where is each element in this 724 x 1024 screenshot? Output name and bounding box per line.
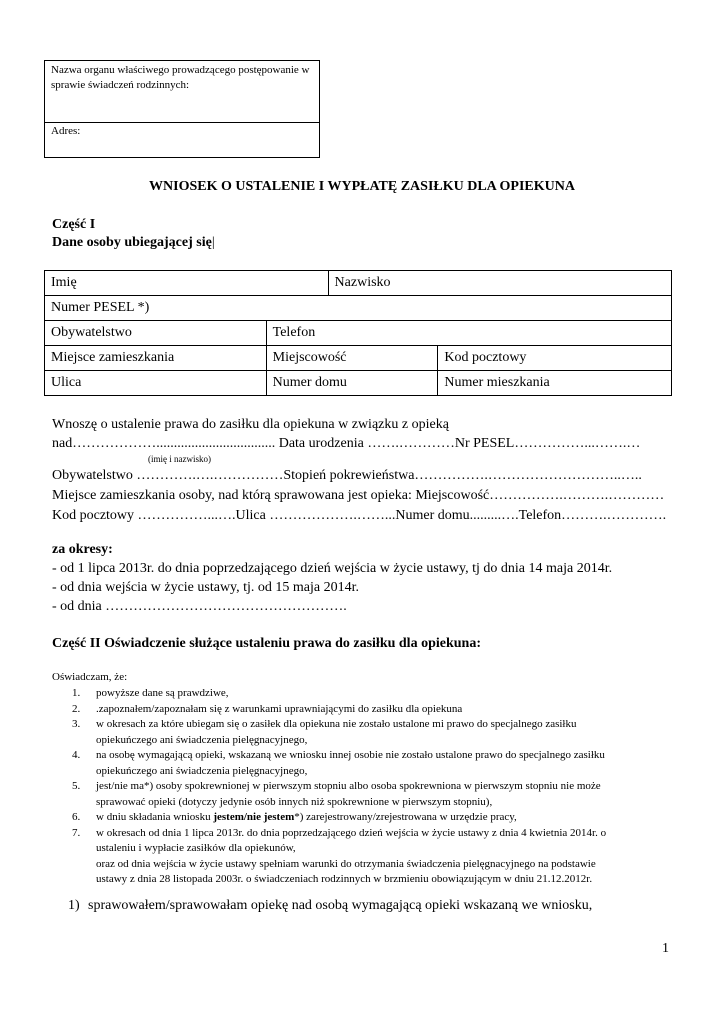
flat-number-label: Numer mieszkania bbox=[444, 375, 550, 390]
declaration-item bbox=[52, 717, 672, 748]
item-text-cont: opiekuńczego ani świadczenia pielęgnacyjnego, bbox=[96, 764, 308, 777]
item-text: w okresach za które ubiegam się o zasiłek dla opiekuna nie zostało ustalone mi prawo do specjalnego zasiłku bbox=[96, 718, 577, 730]
citizenship-cell[interactable] bbox=[45, 321, 267, 346]
item-number: 3. bbox=[72, 718, 81, 730]
item-text: w okresach od dnia 1 lipca 2013r. do dnia poprzedzającego dzień wejścia w życie ustawy z dnia 4 kwietnia 2014r. o bbox=[96, 826, 607, 839]
citizenship-label: Obywatelstwo bbox=[51, 325, 132, 340]
street-label: Ulica bbox=[51, 375, 82, 390]
item-text-cont: ustawy z dnia 28 listopada 2003r. o świadczeniach rodzinnych w brzmieniu obowiązującym w dniu 21.12.2012r. bbox=[96, 873, 593, 885]
pesel-cell[interactable] bbox=[45, 296, 672, 321]
request-line-2[interactable]: nad……………….................................. Data urodzenia …….…………Nr PESEL……………...…….… bbox=[52, 436, 641, 451]
street-cell[interactable] bbox=[45, 371, 267, 396]
item-text-tail: *) zarejestrowany/zrejestrowana w urzędzie pracy, bbox=[294, 811, 517, 823]
town-cell[interactable] bbox=[266, 346, 438, 371]
flat-number-cell[interactable] bbox=[438, 371, 672, 396]
house-number-cell[interactable] bbox=[266, 371, 438, 396]
request-line-1: Wnoszę o ustalenie prawa do zasiłku dla opiekuna w związku z opieką bbox=[52, 417, 449, 432]
item-number: 6. bbox=[72, 811, 81, 823]
part1-subheading-text: Dane osoby ubiegającej się bbox=[52, 235, 212, 250]
item-choice[interactable]: jestem/nie jestem bbox=[213, 811, 295, 823]
last-name-label: Nazwisko bbox=[334, 275, 391, 290]
postal-code-label: Kod pocztowy bbox=[444, 350, 527, 365]
first-name-label: Imię bbox=[51, 275, 77, 290]
final-number: 1) bbox=[68, 898, 80, 913]
request-line-4[interactable]: Miejsce zamieszkania osoby, nad którą sprawowana jest opieka: Miejscowość…………….……….………… bbox=[52, 488, 665, 503]
declaration-item bbox=[52, 686, 672, 702]
item-text-cont: opiekuńczego ani świadczenia pielęgnacyjnego, bbox=[96, 733, 308, 746]
item-number: 7. bbox=[72, 826, 81, 839]
item-number: 5. bbox=[72, 780, 81, 792]
final-text: sprawowałem/sprawowałam opiekę nad osobą wymagającą opieki wskazaną we wniosku, bbox=[88, 898, 593, 913]
declaration-item bbox=[52, 748, 672, 779]
page-number: 1 bbox=[662, 941, 669, 956]
request-line-3[interactable]: Obywatelstwo ………….….……………Stopień pokrewieństwa…………….………………………..….. bbox=[52, 468, 642, 483]
declaration-item bbox=[52, 779, 672, 810]
residence-label: Miejsce zamieszkania bbox=[51, 350, 175, 365]
item-text: jest/nie ma*) osoby spokrewnionej w pierwszym stopniu albo osoba spokrewniona w pierwszym stopniu nie może bbox=[96, 780, 601, 792]
part1-heading: Część I bbox=[52, 217, 96, 232]
item-text: powyższe dane są prawdziwe, bbox=[96, 687, 229, 699]
item-number: 2. bbox=[72, 702, 81, 715]
phone-cell[interactable] bbox=[266, 321, 671, 346]
authority-name-field[interactable] bbox=[45, 61, 319, 123]
item-text-cont: ustaleniu i wypłacie zasiłków dla opiekunów, bbox=[96, 842, 296, 854]
item-text-cont: sprawować opieki (dotyczy jedynie osób innych niż spokrewnione w pierwszym stopniu), bbox=[96, 795, 493, 808]
request-line-2-note: (imię i nazwisko) bbox=[148, 454, 211, 464]
item-text-cont: oraz od dnia wejścia w życie ustawy spełniam warunki do otrzymania świadczenia pielęgnacyjnego na podstawie bbox=[96, 857, 596, 870]
request-line-5[interactable]: Kod pocztowy ……………...….Ulica ……………….……...Numer domu.........….Telefon……….…………. bbox=[52, 508, 667, 523]
period-1: - od 1 lipca 2013r. do dnia poprzedzającego dzień wejścia w życie ustawy, tj do dnia 14 maja 2014r. bbox=[52, 561, 613, 576]
pesel-label: Numer PESEL *) bbox=[51, 300, 150, 315]
part2-intro: Oświadczam, że: bbox=[52, 671, 128, 683]
first-name-cell[interactable] bbox=[45, 271, 329, 296]
final-declaration-line bbox=[68, 897, 592, 915]
house-number-label: Numer domu bbox=[272, 375, 347, 390]
authority-address-label: Adres: bbox=[51, 125, 81, 137]
applicant-data-table bbox=[44, 270, 672, 396]
period-3[interactable]: - od dnia ……………………………………………. bbox=[52, 599, 347, 614]
item-text: .zapoznałem/zapoznałam się z warunkami uprawniającymi do zasiłku dla opiekuna bbox=[96, 702, 463, 715]
part2-heading: Część II Oświadczenie służące ustaleniu prawa do zasiłku dla opiekuna: bbox=[52, 636, 481, 651]
item-text: w dniu składania wniosku bbox=[96, 811, 214, 823]
item-number: 1. bbox=[72, 687, 81, 699]
authority-name-label: Nazwa organu właściwego prowadzącego postępowanie w sprawie świadczeń rodzinnych: bbox=[51, 64, 310, 91]
postal-code-cell[interactable] bbox=[438, 346, 672, 371]
declaration-item bbox=[52, 810, 672, 826]
authority-box bbox=[44, 60, 320, 158]
declaration-item bbox=[52, 702, 672, 718]
residence-cell[interactable] bbox=[45, 346, 267, 371]
phone-label: Telefon bbox=[272, 325, 316, 340]
declaration-item bbox=[52, 826, 672, 888]
declaration-list bbox=[52, 686, 672, 888]
form-title: WNIOSEK O USTALENIE I WYPŁATĘ ZASIŁKU DLA OPIEKUNA bbox=[149, 179, 575, 194]
part1-subheading: Dane osoby ubiegającej się| bbox=[52, 235, 215, 250]
authority-address-field[interactable] bbox=[45, 123, 319, 158]
periods-heading: za okresy: bbox=[52, 542, 113, 557]
period-2: - od dnia wejścia w życie ustawy, tj. od 15 maja 2014r. bbox=[52, 580, 360, 595]
item-number: 4. bbox=[72, 749, 81, 761]
item-text: na osobę wymagającą opieki, wskazaną we wniosku innej osobie nie zostało ustalone prawo do specjalnego zasiłku bbox=[96, 749, 605, 761]
town-label: Miejscowość bbox=[272, 350, 347, 365]
last-name-cell[interactable] bbox=[328, 271, 671, 296]
